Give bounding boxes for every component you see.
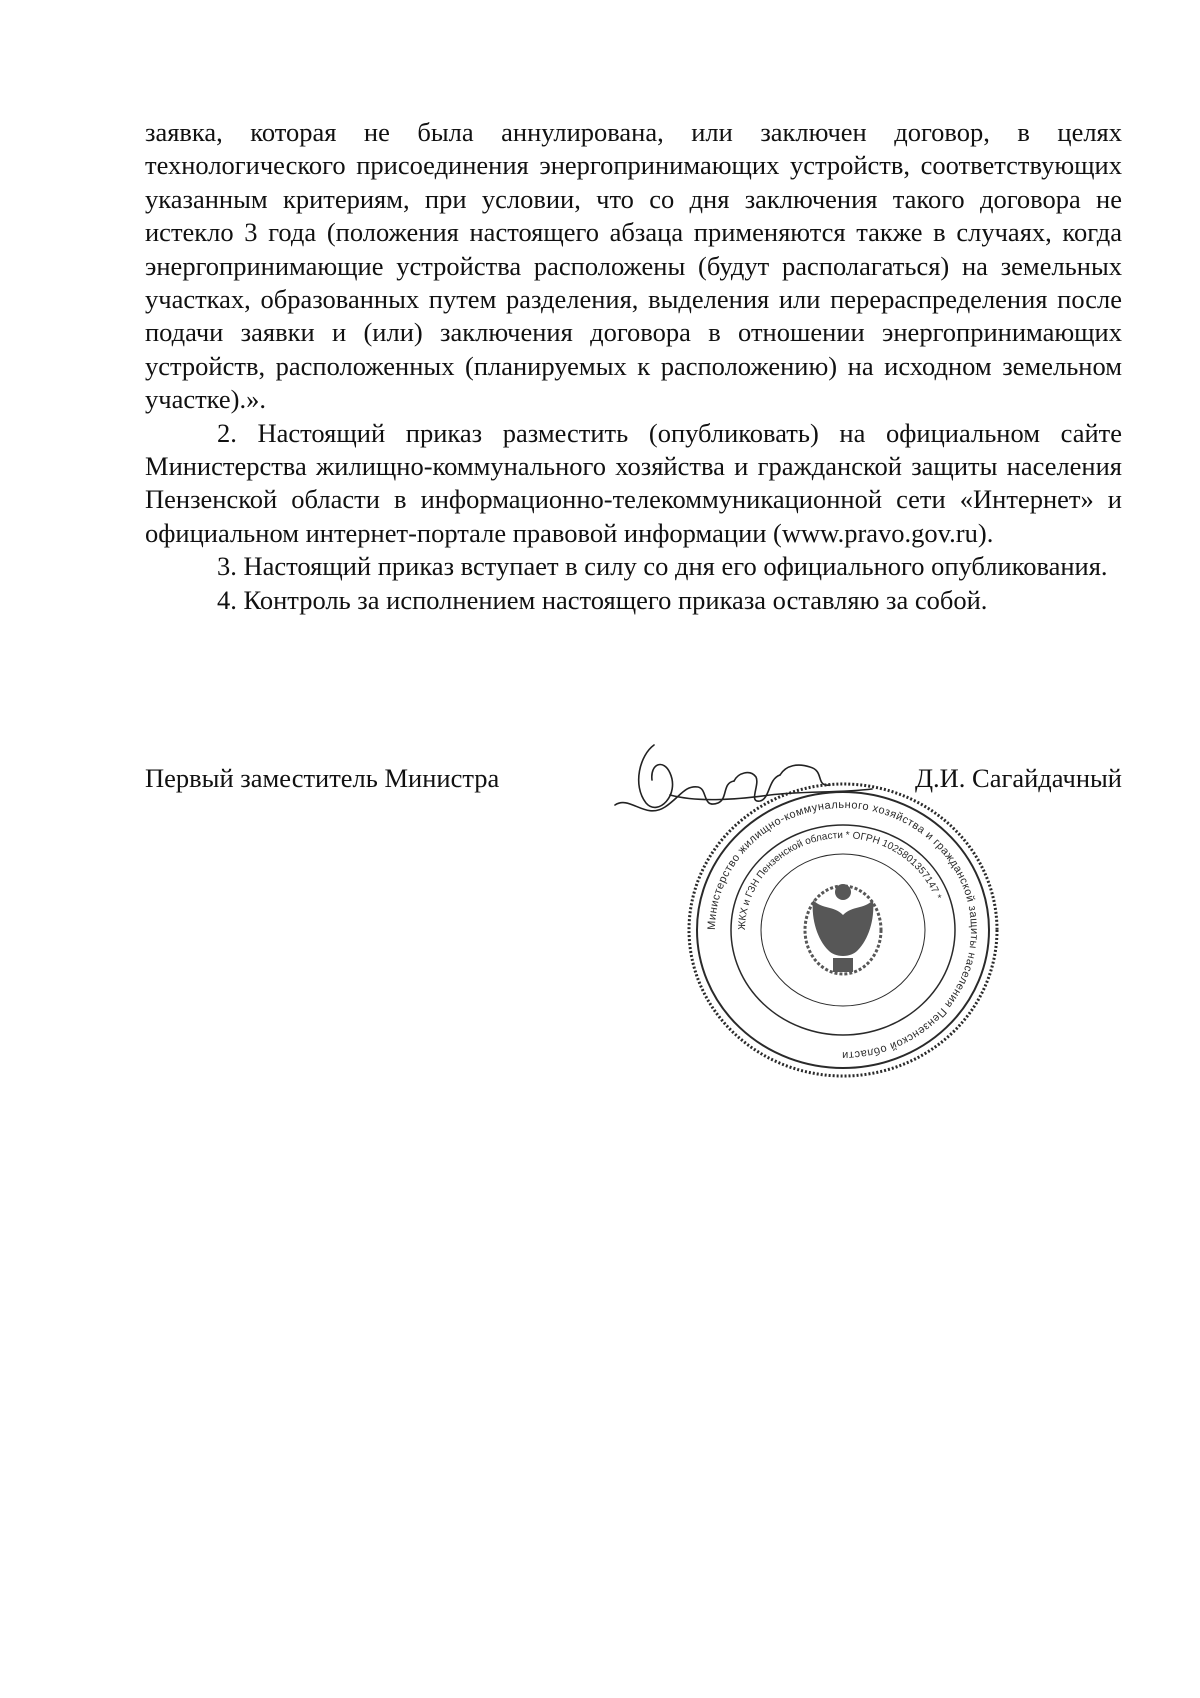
signatory-title: Первый заместитель Министра [145,763,500,793]
paragraph-item-3: 3. Настоящий приказ вступает в силу со дня его официального опубликования. [217,551,1108,582]
svg-text:Министерство жилищно-коммуналь: Министерство жилищно-коммунального хозяйства и гражданской защиты населения Пензенской области [705,798,981,1062]
svg-text:ЖКХ и ГЗН Пензенской области *: ЖКХ и ГЗН Пензенской области * ОГРН 1025801357147 * [736,829,944,931]
paragraph-item-2: 2. Настоящий приказ разместить (опубликовать) на официальном сайте Министерства жилищно-коммунального хозяйства и гражданской защиты населения Пензенской области в информационно-телекоммуникационной сети «Интернет» и официальном интернет-портале правовой информации (www.pravo.gov.ru). [145,417,1122,548]
document-body [145,116,1122,617]
official-seal [683,780,1003,1080]
eagle-emblem-icon [805,884,881,974]
signatory-name: Д.И. Сагайдачный [914,763,1122,793]
paragraph-item-4: 4. Контроль за исполнением настоящего приказа оставляю за собой. [217,584,988,615]
paragraph-continuation: заявка, которая не была аннулирована, или заключен договор, в целях технологического присоединения энергопринимающих устройств, соответствующих указанным критериям, при условии, что со дня заключения такого договора не истекло 3 года (положения настоящего абзаца применяются также в случаях, когда энергопринимающие устройства расположены (будут располагаться) на земельных участках, образованных путем разделения, выделения или перераспределения после подачи заявки и (или) заключения договора в отношении энергопринимающих устройств, расположенных (планируемых к расположению) на исходном земельном участке).». [145,117,1122,415]
